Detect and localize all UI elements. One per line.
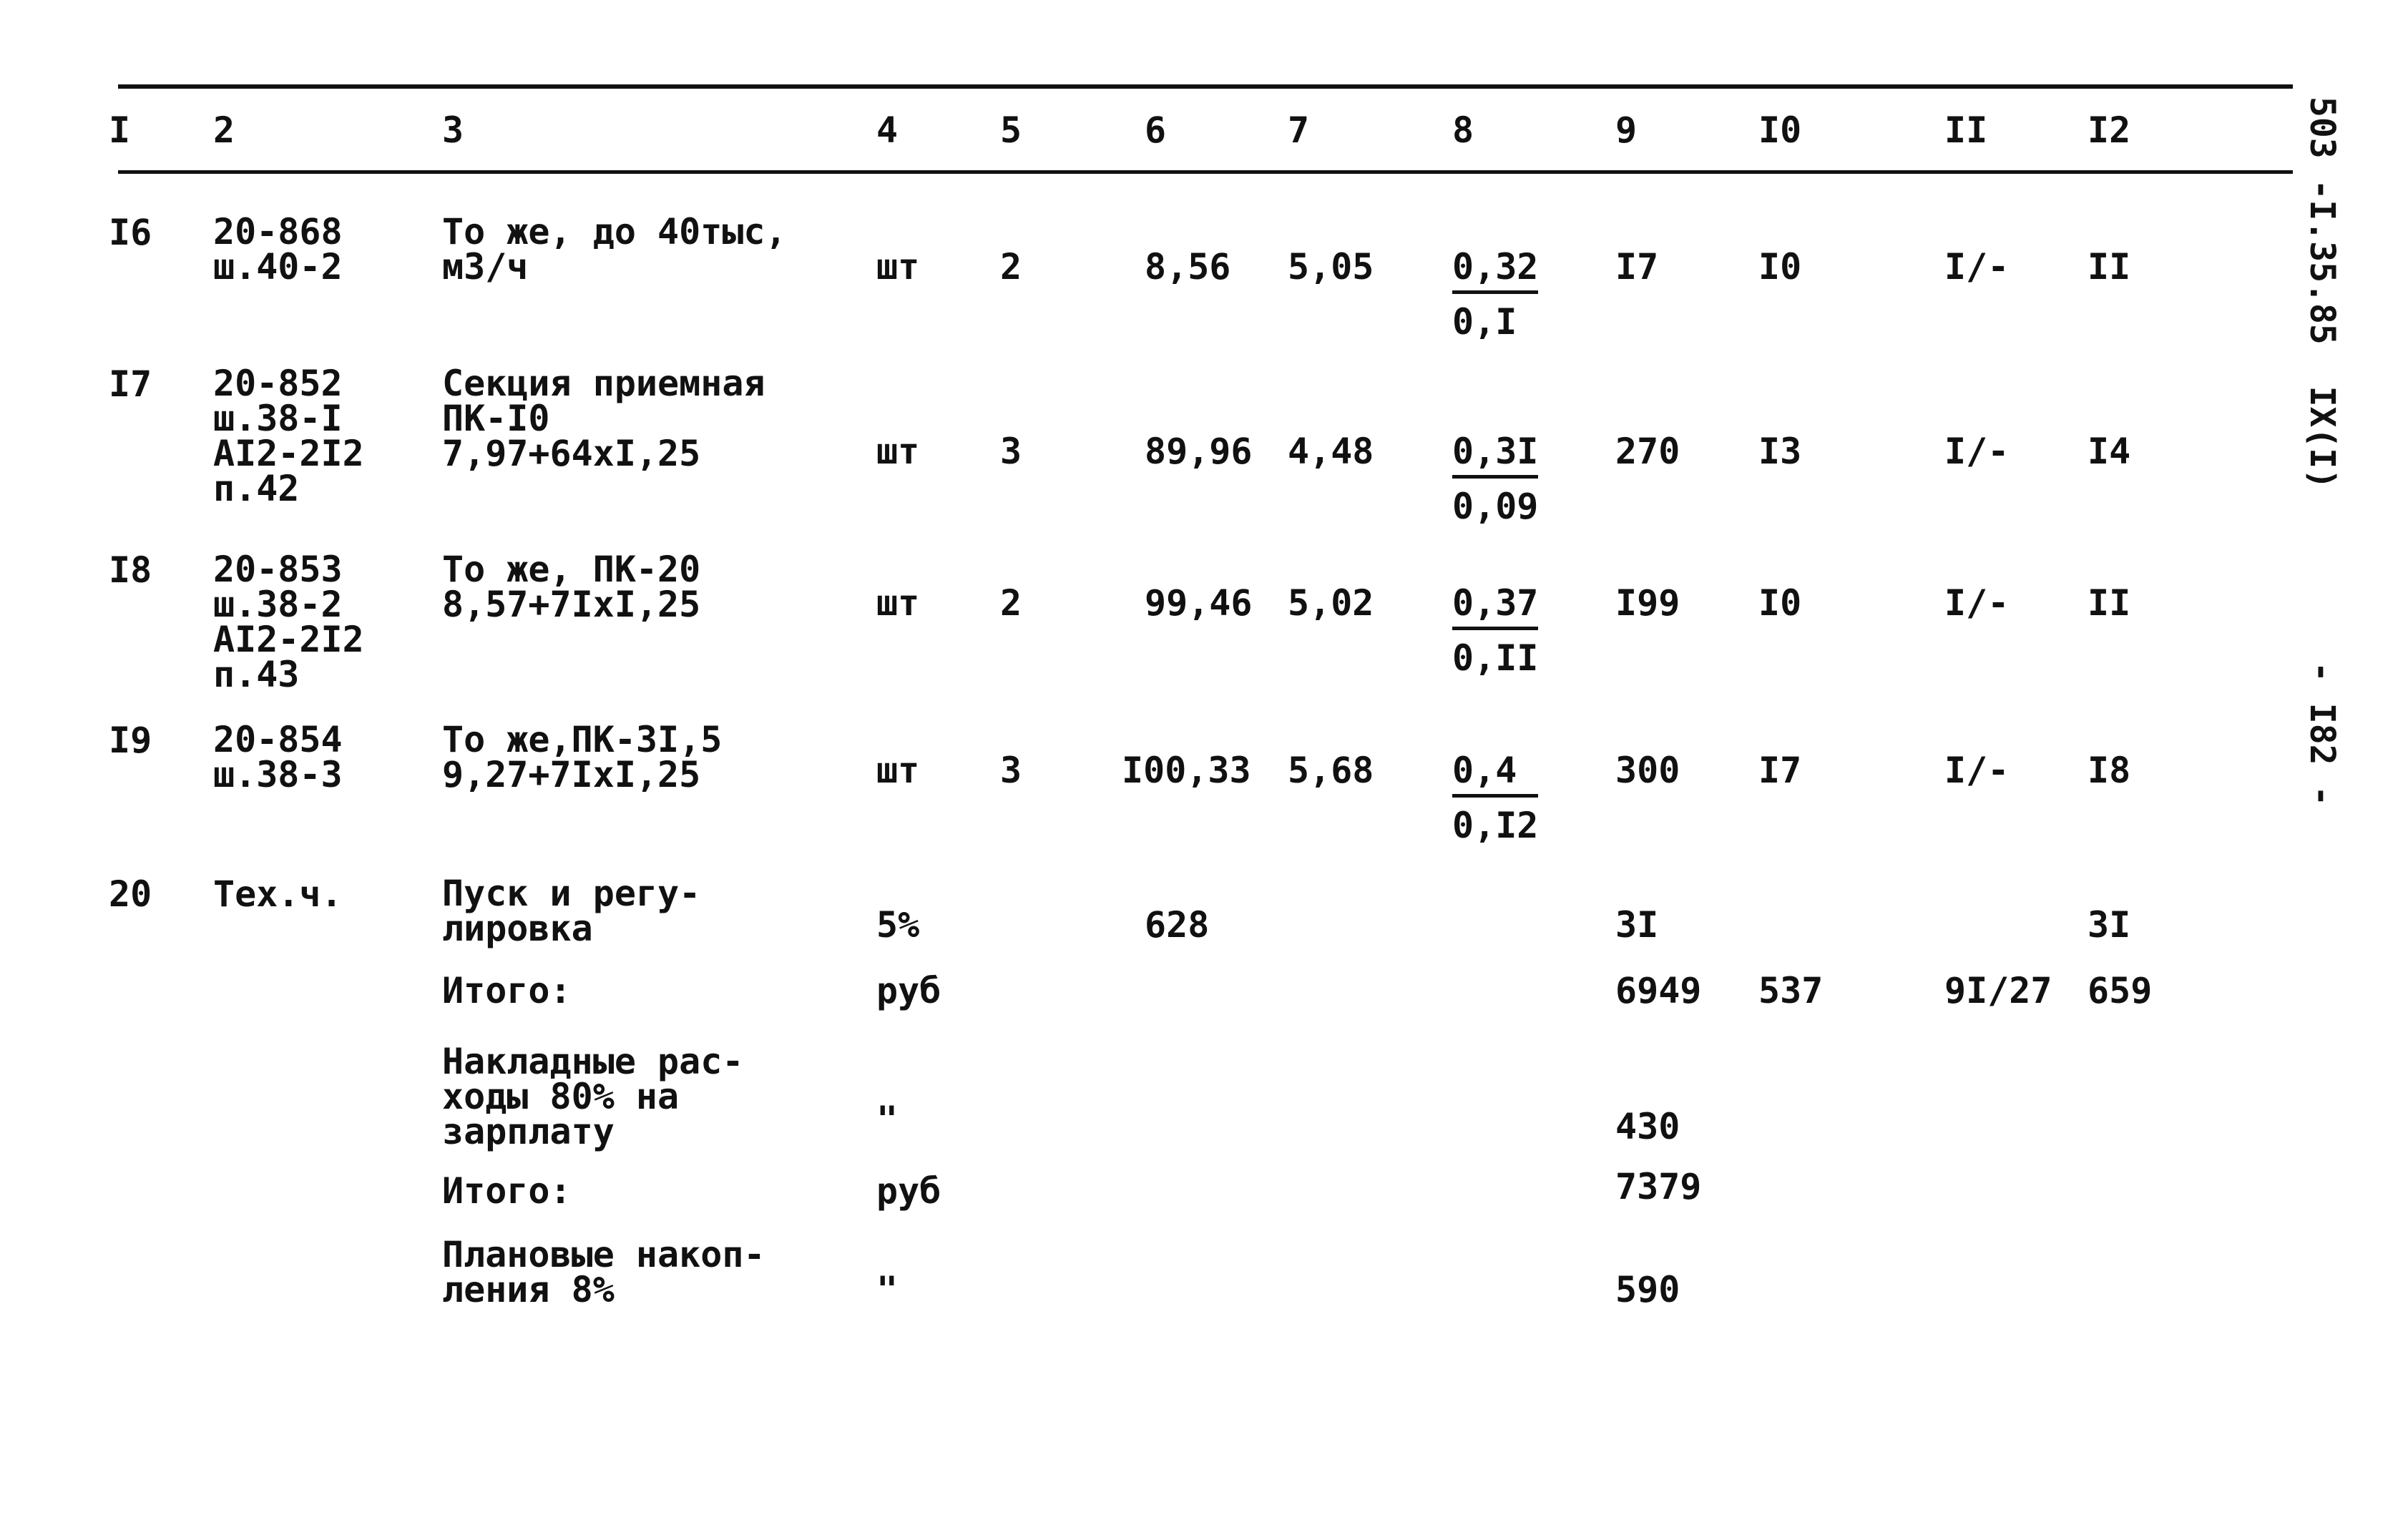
fraction-denominator: 0,I xyxy=(1452,301,1517,343)
row-col10: I0 xyxy=(1758,246,1802,288)
fraction-numerator: 0,4 xyxy=(1452,752,1538,798)
row-col8-fraction xyxy=(1452,750,1539,846)
row-col6: I00,33 xyxy=(1122,750,1251,791)
summary-label: Итого: xyxy=(442,970,572,1011)
row-col12: I4 xyxy=(2088,431,2131,472)
row-number: I8 xyxy=(109,549,152,591)
summary-unit: " xyxy=(876,1099,899,1140)
summary-unit: руб xyxy=(876,970,941,1011)
row-unit: шт xyxy=(876,246,920,288)
row-col12: II xyxy=(2088,246,2131,288)
summary-label: Накладные рас- ходы 80% на зарплату xyxy=(442,1041,744,1152)
header-col-3: 3 xyxy=(442,109,464,151)
row-code: 20-854 ш.38-3 xyxy=(213,719,343,795)
row-col9: 300 xyxy=(1615,750,1680,791)
row-code: 20-868 ш.40-2 xyxy=(213,211,343,288)
row-col11: I/- xyxy=(1944,750,2010,791)
row-col6: 89,96 xyxy=(1145,431,1253,472)
top-rule xyxy=(118,84,2293,89)
fraction-numerator: 0,37 xyxy=(1452,585,1538,630)
fraction-denominator: 0,II xyxy=(1452,637,1539,679)
header-col-4: 4 xyxy=(876,109,899,151)
summary-col10: 537 xyxy=(1758,970,1824,1011)
row-col8-fraction xyxy=(1452,246,1539,343)
row-number: 20 xyxy=(109,873,152,915)
fraction-numerator: 0,3I xyxy=(1452,433,1538,479)
summary-col9: 7379 xyxy=(1615,1166,1702,1207)
header-col-12: I2 xyxy=(2088,109,2131,151)
summary-unit: " xyxy=(876,1269,899,1310)
page-number-side: - I82 - xyxy=(2302,662,2342,807)
row-col8-fraction xyxy=(1452,582,1539,679)
row-name: То же,ПК-3I,5 9,27+7IxI,25 xyxy=(442,719,723,795)
row-col9: I99 xyxy=(1615,582,1680,624)
row-name: То же, ПК-20 8,57+7IxI,25 xyxy=(442,549,701,625)
header-col-2: 2 xyxy=(213,109,235,151)
header-col-6: 6 xyxy=(1145,109,1167,151)
row-col10: I3 xyxy=(1758,431,1802,472)
row-code: 20-853 ш.38-2 AI2-2I2 п.43 xyxy=(213,549,364,695)
header-rule xyxy=(118,170,2293,174)
row-col11: I/- xyxy=(1944,431,2010,472)
row-col6: 99,46 xyxy=(1145,582,1253,624)
row-unit: шт xyxy=(876,750,920,791)
row-name: Секция приемная ПК-I0 7,97+64xI,25 xyxy=(442,363,765,474)
row-col11: I/- xyxy=(1944,582,2010,624)
fraction-denominator: 0,I2 xyxy=(1452,805,1539,846)
row-qty: 2 xyxy=(1000,246,1022,288)
row-col9: 3I xyxy=(1615,904,1659,946)
header-col-7: 7 xyxy=(1288,109,1310,151)
row-col7: 5,05 xyxy=(1288,246,1374,288)
header-col-10: I0 xyxy=(1758,109,1802,151)
row-name: Пуск и регу- лировка xyxy=(442,873,701,949)
summary-label: Итого: xyxy=(442,1170,572,1212)
row-name: То же, до 40тыс, м3/ч xyxy=(442,211,787,288)
row-qty: 3 xyxy=(1000,750,1022,791)
row-col12: 3I xyxy=(2088,904,2131,946)
row-number: I7 xyxy=(109,363,152,405)
row-unit: шт xyxy=(876,582,920,624)
document-code-side: 503 -I.35.85 IX(I) xyxy=(2302,97,2342,490)
row-col6: 8,56 xyxy=(1145,246,1231,288)
row-col7: 5,68 xyxy=(1288,750,1374,791)
summary-unit: руб xyxy=(876,1170,941,1212)
summary-label: Плановые накоп- ления 8% xyxy=(442,1234,765,1310)
row-col9: 270 xyxy=(1615,431,1680,472)
row-col7: 5,02 xyxy=(1288,582,1374,624)
summary-col12: 659 xyxy=(2088,970,2153,1011)
row-qty: 2 xyxy=(1000,582,1022,624)
summary-col9: 430 xyxy=(1615,1106,1680,1147)
row-col12: II xyxy=(2088,582,2131,624)
row-code: Тех.ч. xyxy=(213,873,343,915)
summary-col9: 6949 xyxy=(1615,970,1702,1011)
row-number: I6 xyxy=(109,212,152,253)
row-col9: I7 xyxy=(1615,246,1659,288)
row-col10: I7 xyxy=(1758,750,1802,791)
fraction-numerator: 0,32 xyxy=(1452,249,1538,294)
row-code: 20-852 ш.38-I AI2-2I2 п.42 xyxy=(213,363,364,509)
row-unit: шт xyxy=(876,431,920,472)
header-col-11: II xyxy=(1944,109,1988,151)
fraction-denominator: 0,09 xyxy=(1452,486,1539,527)
row-col8-fraction xyxy=(1452,431,1539,527)
row-col10: I0 xyxy=(1758,582,1802,624)
row-number: I9 xyxy=(109,720,152,761)
header-col-5: 5 xyxy=(1000,109,1022,151)
row-qty: 3 xyxy=(1000,431,1022,472)
row-col11: I/- xyxy=(1944,246,2010,288)
row-col6: 628 xyxy=(1145,904,1210,946)
row-col12: I8 xyxy=(2088,750,2131,791)
summary-col9: 590 xyxy=(1615,1269,1680,1310)
row-unit: 5% xyxy=(876,904,920,946)
header-col-1: I xyxy=(109,109,131,151)
header-col-8: 8 xyxy=(1452,109,1474,151)
header-col-9: 9 xyxy=(1615,109,1638,151)
summary-col11: 9I/27 xyxy=(1944,970,2052,1011)
row-col7: 4,48 xyxy=(1288,431,1374,472)
